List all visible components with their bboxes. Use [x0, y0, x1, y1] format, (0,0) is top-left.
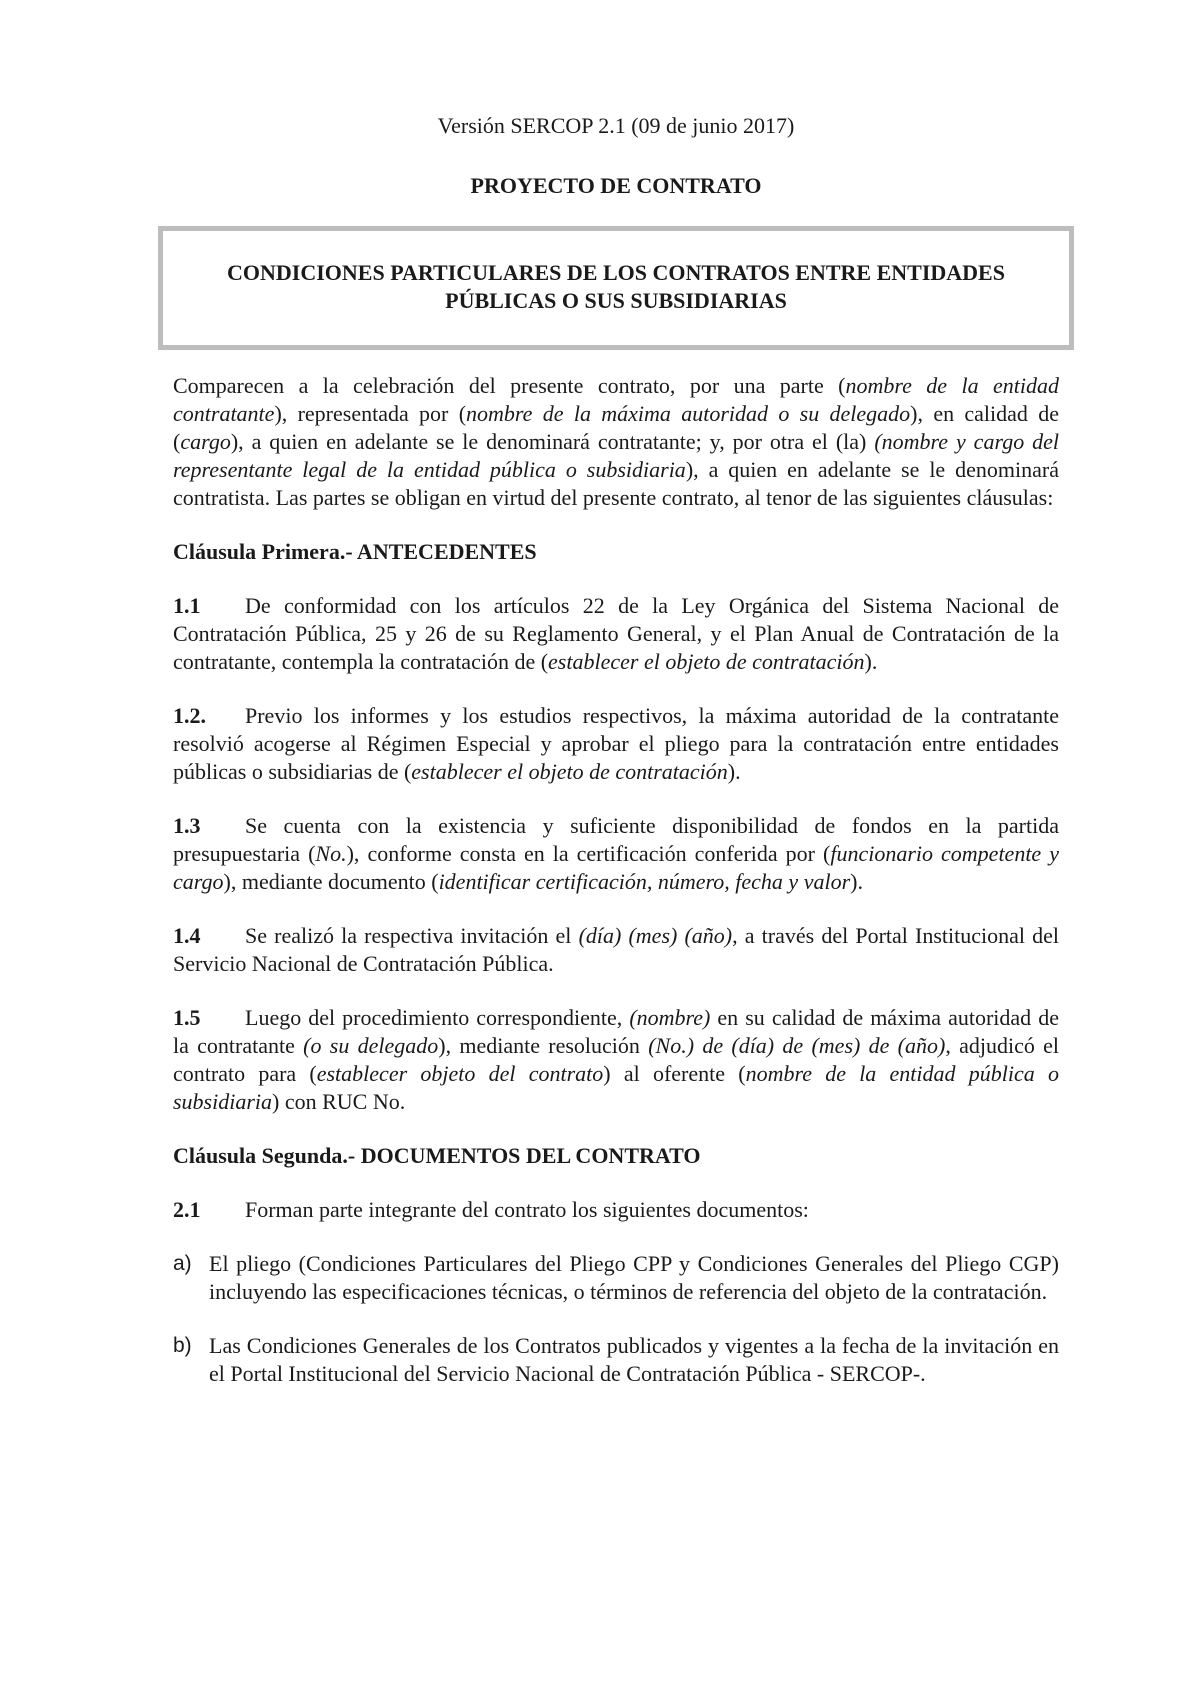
paragraph-placeholder: (día) (mes) (año) [578, 923, 733, 948]
paragraph-placeholder: (nombre) [629, 1005, 711, 1030]
paragraph-text: ), mediante resolución [438, 1033, 649, 1058]
title-box-line-2: PÚBLICAS O SUS SUBSIDIARIAS [445, 288, 787, 313]
paragraph-placeholder: (o su delegado [303, 1033, 439, 1058]
paragraph-number: 1.2. [173, 703, 206, 728]
paragraph-text: Luego del procedimiento correspondiente, [245, 1005, 630, 1030]
project-title: PROYECTO DE CONTRATO [470, 173, 762, 198]
paragraph-placeholder: establecer el objeto de contratación [548, 649, 865, 674]
paragraph-text: ). [727, 759, 741, 784]
title-box-line-1: CONDICIONES PARTICULARES DE LOS CONTRATOS ENTRE ENTIDADES [227, 260, 1005, 285]
intro-paragraph [173, 372, 1059, 512]
list-marker: a) [173, 1252, 192, 1275]
paragraph-text: Se cuenta con la existencia y suficiente disponibilidad de fondos en la partida presupuestaria ( [173, 813, 1059, 866]
paragraph-placeholder: funcionario competente y cargo [173, 841, 1059, 894]
paragraph-1-4 [173, 922, 1059, 978]
intro-placeholder: (nombre y cargo del representante legal de la entidad pública o subsidiaria [173, 429, 1060, 482]
intro-placeholder: cargo [180, 429, 231, 454]
paragraph-text: ) al oferente ( [603, 1061, 746, 1086]
paragraph-number: 1.1 [173, 593, 201, 618]
list-item [173, 1250, 1059, 1306]
paragraph-text: ), conforme consta en la certificación conferida por ( [346, 841, 831, 866]
intro-text: ), a quien en adelante se le denominará contratista. Las partes se obligan en virtud del presente contrato, al tenor de las siguientes cláusulas: [173, 457, 1059, 510]
paragraph-number: 1.5 [173, 1005, 201, 1030]
paragraph-text: ), mediante documento ( [223, 869, 439, 894]
paragraph-placeholder: establecer objeto del contrato [316, 1061, 604, 1086]
clause-2-label: Cláusula Segunda.- [173, 1143, 356, 1168]
paragraph-placeholder: (No.) de (día) de (mes) de (año) [648, 1033, 946, 1058]
intro-placeholder: nombre de la entidad contratante [173, 373, 1059, 426]
paragraph-text: Forman parte integrante del contrato los siguientes documentos: [245, 1197, 809, 1222]
paragraph-1-3 [173, 812, 1059, 896]
paragraph-number: 1.3 [173, 813, 201, 838]
paragraph-text: , adjudicó el contrato para ( [173, 1033, 1060, 1086]
paragraph-text: , a través del Portal Institucional del Servicio Nacional de Contratación Pública. [173, 923, 1060, 976]
list-item-text: El pliego (Condiciones Particulares del Pliego CPP y Condiciones Generales del Pliego CGP) incluyendo las especificaciones técnicas, o términos de referencia del objeto de la contratación. [209, 1251, 1059, 1304]
paragraph-number: 1.4 [173, 923, 201, 948]
title-box [158, 226, 1074, 350]
clause-1-title: Cláusula Primera.- ANTECEDENTES [173, 539, 537, 564]
list-item-text: Las Condiciones Generales de los Contratos publicados y vigentes a la fecha de la invitación en el Portal Institucional del Servicio Nacional de Contratación Pública - SERCOP-. [209, 1333, 1059, 1386]
document-page [173, 112, 1059, 1414]
intro-placeholder: nombre de la máxima autoridad o su delegado [466, 401, 911, 426]
paragraph-1-5 [173, 1004, 1059, 1116]
paragraph-text: ). [864, 649, 878, 674]
intro-text: ), a quien en adelante se le denominará contratante; y, por otra el (la) [230, 429, 875, 454]
paragraph-number: 2.1 [173, 1197, 201, 1222]
clause-2-title [173, 1142, 1059, 1170]
version-line: Versión SERCOP 2.1 (09 de junio 2017) [437, 113, 795, 138]
paragraph-text: Previo los informes y los estudios respectivos, la máxima autoridad de la contratante resolvió acogerse al Régimen Especial y aprobar el pliego para la contratación entre entidades públicas o subsidiarias de ( [173, 703, 1059, 784]
paragraph-text: ). [850, 869, 863, 894]
paragraph-1-1 [173, 592, 1059, 676]
paragraph-placeholder: establecer el objeto de contratación [411, 759, 728, 784]
paragraph-placeholder: nombre de la entidad pública o subsidiaria [173, 1061, 1059, 1114]
list-marker: b) [173, 1334, 192, 1357]
paragraph-1-2 [173, 702, 1059, 786]
paragraph-placeholder: No. [315, 841, 347, 866]
paragraph-text: Se realizó la respectiva invitación el [245, 923, 579, 948]
intro-text: ), en calidad de ( [173, 401, 1059, 454]
paragraph-placeholder: identificar certificación, número, fecha y valor [438, 869, 851, 894]
paragraph-text: ) con RUC No. [272, 1089, 406, 1114]
paragraph-text: en su calidad de máxima autoridad de la contratante [173, 1005, 1059, 1058]
list-item [173, 1332, 1059, 1388]
clause-2-heading: DOCUMENTOS DEL CONTRATO [355, 1143, 701, 1168]
paragraph-2-1 [173, 1196, 1059, 1224]
intro-text: Comparecen a la celebración del presente contrato, por una parte ( [173, 373, 846, 398]
paragraph-text: De conformidad con los artículos 22 de la Ley Orgánica del Sistema Nacional de Contratación Pública, 25 y 26 de su Reglamento General, y el Plan Anual de Contratación de la contratante, contempla la contratación de ( [173, 593, 1059, 674]
intro-text: ), representada por ( [274, 401, 467, 426]
